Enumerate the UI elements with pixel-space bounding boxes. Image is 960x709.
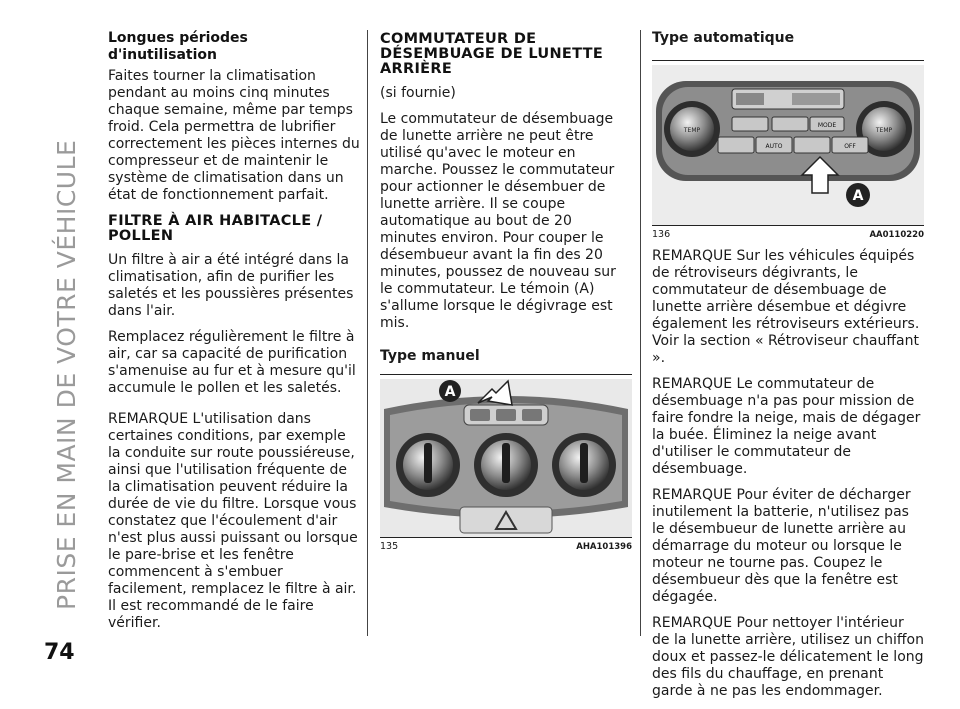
figure-number: 135 — [380, 541, 399, 552]
figure-number: 136 — [652, 229, 671, 240]
column-right — [652, 30, 924, 709]
figure-code: AA0110220 — [869, 229, 924, 240]
section-side-title: PRISE EN MAIN DE VOTRE VÉHICULE — [52, 139, 81, 610]
remark-paragraph: REMARQUE L'utilisation dans certaines conditions, par exemple la conduite sur route poussiéreuse, ainsi que l'utilisation fréquente de la climatisation peuvent réduire la durée de vie du filtre. Lorsque vous constatez que l'écoulement d'air n'est plus aussi puissant ou lorsque le pare-brise et les fenêtre commencent à s'embuer facilement, remplacez le filtre à air. Il est recommandé de le faire vérifier. — [108, 411, 358, 631]
off-label: OFF — [844, 143, 856, 150]
figure-automatic-panel — [652, 60, 924, 240]
heading-manual-type: Type manuel — [380, 348, 480, 364]
marker-label: A — [444, 384, 456, 400]
heading-rear-defrost: COMMUTATEUR DE DÉSEMBUAGE DE LUNETTE ARRIÈRE — [380, 31, 604, 77]
automatic-climate-panel-image — [652, 65, 924, 225]
remark-paragraph: REMARQUE Pour éviter de décharger inutilement la batterie, n'utilisez pas le désembueur de lunette arrière au démarrage du moteur ou lorsque le moteur ne tourne pas. Coupez le désembueur dès que la fenêtre est dégagée. — [652, 487, 911, 605]
page-number: 74 — [44, 640, 75, 665]
figure-caption — [652, 225, 924, 240]
temp-left-label: TEMP — [683, 127, 701, 134]
remark-paragraph: REMARQUE Pour nettoyer l'intérieur de la lunette arrière, utilisez un chiffon doux et passez-le délicatement le long des fils du chauffage, en prenant garde à ne pas les endommager. — [652, 615, 924, 699]
column-middle — [380, 30, 632, 552]
heading-cabin-filter: FILTRE À AIR HABITACLE / POLLEN — [108, 213, 323, 244]
paragraph: Faites tourner la climatisation pendant au moins cinq minutes chaque semaine, même par temps froid. Cela permettra de lubrifier correctement les pièces internes du compresseur et de maintenir le système de climatisation dans un état de fonctionnement parfait. — [108, 68, 360, 203]
column-divider — [640, 30, 641, 636]
paragraph: (si fournie) — [380, 85, 456, 101]
column-left — [108, 30, 360, 641]
marker-label: A — [852, 188, 864, 204]
figure-caption — [380, 537, 632, 552]
remark-paragraph: REMARQUE Sur les véhicules équipés de rétroviseurs dégivrants, le commutateur de désembuage de lunette arrière désembue et dégivre également les rétroviseurs extérieurs. Voir la section « Rétroviseur chauffant ». — [652, 248, 920, 366]
auto-label: AUTO — [765, 143, 783, 150]
temp-right-label: TEMP — [875, 127, 893, 134]
paragraph: Un filtre à air a été intégré dans la climatisation, afin de purifier les saletés et les poussières présentes dans l'air. — [108, 252, 354, 319]
figure-code: AHA101396 — [576, 541, 632, 552]
paragraph: Remplacez régulièrement le filtre à air, car sa capacité de purification s'amenuise au fur et à mesure qu'il accumule le pollen et les saletés. — [108, 329, 356, 396]
heading-long-periods: Longues périodes d'inutilisation — [108, 30, 248, 63]
heading-automatic-type: Type automatique — [652, 30, 795, 46]
mode-label: MODE — [817, 122, 837, 129]
remark-paragraph: REMARQUE Le commutateur de désembuage n'a pas pour mission de faire fondre la neige, mais de dégager la buée. Éliminez la neige avant d'utiliser le commutateur de désembuage. — [652, 376, 921, 477]
paragraph: Le commutateur de désembuage de lunette arrière ne peut être utilisé qu'avec le moteur en marche. Poussez le commutateur pour actionner le désembuer de lunette arrière. Il se coupe automatique au bout de 20 minutes environ. Pour couper le désembueur avant la fin des 20 minutes, poussez de nouveau sur le commutateur. Le témoin (A) s'allume lorsque le dégivrage est mis. — [380, 111, 616, 331]
column-divider — [367, 30, 368, 636]
figure-manual-panel — [380, 374, 632, 552]
manual-climate-panel-image — [380, 379, 632, 537]
